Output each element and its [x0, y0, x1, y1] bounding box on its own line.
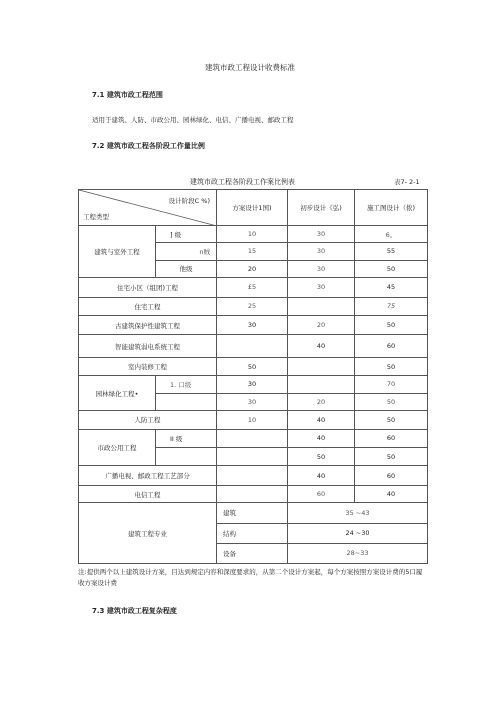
cell-value	[217, 466, 288, 486]
cell-value: 50	[355, 447, 428, 465]
specialty-name: 建筑	[217, 503, 288, 523]
specialty-name: 结构	[217, 523, 288, 543]
cell-value	[217, 447, 288, 465]
cell-value: 50	[217, 358, 288, 376]
cell-value: 75	[355, 297, 428, 315]
row-label: 古建筑保护性建筑工程	[79, 315, 217, 334]
document-title: 建筑市政工程设计收费标准	[205, 63, 295, 72]
cell-value: 30	[288, 260, 355, 277]
cell-value: 30	[217, 315, 288, 334]
row-label: 住宅小区（组团)工程	[79, 277, 217, 297]
cell-value: 6。	[355, 226, 428, 243]
grade-label: 1. 口级	[156, 376, 217, 393]
cell-value	[217, 486, 288, 503]
row-label: 智能建筑弱电系统工程	[79, 335, 217, 358]
cell-value: 50	[355, 410, 428, 429]
grade-label: 他级	[156, 260, 217, 277]
grade-label: n贼	[156, 243, 217, 260]
cell-value: 10	[217, 226, 288, 243]
cell-value: 40	[288, 429, 355, 447]
row-label: 室内装修工程	[79, 358, 217, 376]
cell-value	[217, 429, 288, 447]
table-row	[79, 376, 428, 393]
cell-value	[288, 376, 355, 393]
row-label-municipal: 市政公用工程	[79, 429, 156, 465]
cell-value: 20	[217, 260, 288, 277]
section-7-1-heading: 7.1 建筑市政工程范围	[92, 91, 163, 99]
cell-value: 30	[217, 376, 288, 393]
table-row	[79, 315, 428, 334]
table-row	[79, 503, 428, 523]
section-7-2-heading: 7.2 建筑市政工程各阶段工作量比例	[92, 142, 205, 150]
cell-value: £5	[217, 277, 288, 297]
row-label-specialty: 建筑工程专业	[79, 503, 217, 564]
header-col-preliminary: 初步设计《弘)	[288, 190, 355, 226]
table-number: 表7- 2-1	[394, 178, 420, 186]
table-row	[79, 277, 428, 297]
table-header-row	[79, 190, 428, 226]
specialty-value: 28~33	[288, 543, 428, 563]
table-row	[79, 486, 428, 503]
row-label-building: 建筑与室外工程	[79, 226, 156, 277]
table-row	[79, 297, 428, 315]
table-row	[79, 410, 428, 429]
grade-label	[156, 447, 217, 465]
table-note: 注:提供两个以上建筑设计方案，目达到规定内容和深度要求的，从第二个设计方案起，每个方案按照方案设计费的5口履收方案设计费	[78, 568, 423, 587]
cell-value: 60	[355, 429, 428, 447]
cell-value: 40	[288, 466, 355, 486]
header-col-scheme: 方案设计1国)	[217, 190, 288, 226]
table-row	[79, 429, 428, 447]
row-label: 广播电视、邮政工程工艺部分	[79, 466, 217, 486]
cell-value: 30	[217, 393, 288, 410]
cell-value: 20	[288, 393, 355, 410]
cell-value: 30	[288, 277, 355, 297]
cell-value: 45	[355, 277, 428, 297]
table-caption: 建筑市政工程各阶段工作案比例表	[190, 178, 295, 186]
row-label: 电信工程	[79, 486, 217, 503]
row-label: 人防工程	[79, 410, 217, 429]
specialty-name: 设备	[217, 543, 288, 563]
row-label: 住宅工程	[79, 297, 217, 315]
cell-value: 50	[288, 447, 355, 465]
cell-value: 40	[288, 335, 355, 358]
header-col-construction: 施工图设计（侬)	[355, 190, 428, 226]
row-label-landscape: 园林绿化工程•	[79, 376, 156, 410]
table-row	[79, 358, 428, 376]
cell-value	[288, 358, 355, 376]
cell-value: 25	[217, 297, 288, 315]
header-type-label: 工程类型	[83, 213, 109, 222]
table-row	[79, 335, 428, 358]
cell-value: 30	[288, 226, 355, 243]
cell-value: 50	[355, 315, 428, 334]
table-row	[79, 466, 428, 486]
header-diagonal-cell	[79, 190, 217, 226]
grade-label: ] 级	[156, 226, 217, 243]
cell-value: 20	[288, 315, 355, 334]
cell-value: 60	[355, 466, 428, 486]
cell-value: 40	[355, 486, 428, 503]
specialty-value: 35 ~43	[288, 503, 428, 523]
scope-text: 适用于建筑、人防、市政公用、园林绿化、电信、广播电视、邮政工程	[92, 116, 294, 124]
cell-value: 50	[355, 393, 428, 410]
cell-value: 50	[355, 260, 428, 277]
header-stage-label: 设计阶段C %)	[168, 197, 210, 205]
cell-value: 10	[217, 410, 288, 429]
ratio-table	[78, 189, 428, 564]
section-7-3-heading: 7.3 建筑市政工程复杂程度	[92, 607, 177, 615]
cell-value: 60	[288, 486, 355, 503]
cell-value: 50	[355, 358, 428, 376]
cell-value	[288, 297, 355, 315]
cell-value: 60	[355, 335, 428, 358]
grade-label: II 级	[156, 429, 217, 447]
cell-value: 30	[288, 243, 355, 260]
cell-value: 70	[355, 376, 428, 393]
cell-value: 15	[217, 243, 288, 260]
grade-label	[156, 393, 217, 410]
specialty-value: 24 ~30	[288, 523, 428, 543]
cell-value	[217, 335, 288, 358]
table-row	[79, 226, 428, 243]
cell-value: 55	[355, 243, 428, 260]
cell-value: 40	[288, 410, 355, 429]
